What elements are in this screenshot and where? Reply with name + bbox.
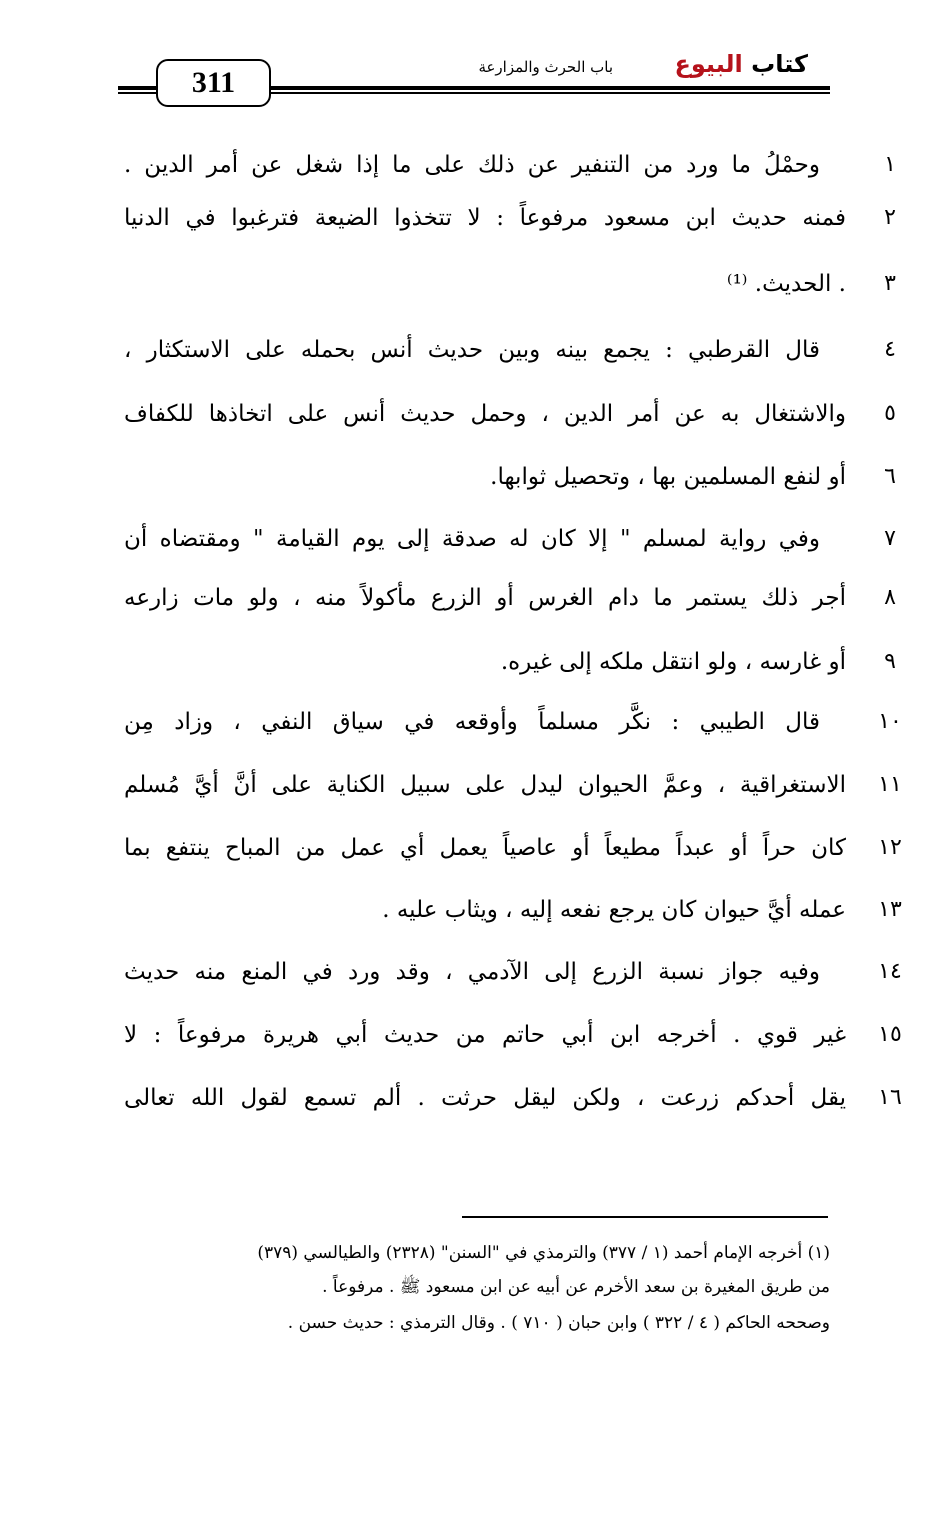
- page-number: 311: [191, 66, 236, 99]
- line-text: وحمْلُ ما ورد من التنفير عن ذلك على ما إذا شغل عن أمر الدين .: [124, 152, 820, 178]
- line-text: . الحديث. ⁽¹⁾: [726, 271, 846, 297]
- line-text: كان حراً أو عبداً مطيعاً أو عاصياً يعمل أي عمل من المباح ينتفع بما: [124, 835, 846, 861]
- line-number: ٦: [884, 464, 896, 489]
- text-line: [100, 262, 912, 312]
- line-text: قال الطيبي : نكَّر مسلماً وأوقعه في سياق النفي ، وزاد مِن: [124, 709, 820, 735]
- line-text: أجر ذلك يستمر ما دام الغرس أو الزرع مأكولاً منه ، ولو مات زارعه: [124, 585, 846, 611]
- text-line: [100, 517, 912, 567]
- line-number: ١١: [878, 772, 902, 797]
- line-number: ١: [884, 152, 896, 177]
- line-number: ٩: [884, 649, 896, 674]
- chapter-title: باب الحرث والمزارعة: [478, 58, 613, 76]
- text-line: [100, 1076, 912, 1126]
- line-text: أو لنفع المسلمين بها ، وتحصيل ثوابها.: [490, 464, 846, 490]
- text-line: [100, 826, 912, 876]
- footnote-line: وصححه الحاكم ( ٤ / ٣٢٢ ) وابن حبان ( ٧١٠ ) . وقال الترمذي : حديث حسن .: [287, 1313, 830, 1333]
- text-line: [100, 763, 912, 813]
- page-header: [0, 0, 945, 110]
- text-line: [100, 1013, 912, 1063]
- text-line: [100, 196, 912, 246]
- footnote-line: من طريق المغيرة بن سعد الأخرم عن أبيه عن ابن مسعود ﷺ . مرفوعاً .: [322, 1277, 830, 1297]
- line-text: وفيه جواز نسبة الزرع إلى الآدمي ، وقد ورد في المنع منه حديث: [124, 959, 820, 985]
- text-line: [100, 143, 912, 193]
- footnote-separator: [462, 1216, 828, 1218]
- book-title-prefix: كتاب: [751, 50, 808, 78]
- text-line: [100, 888, 912, 938]
- line-number: ٢: [884, 205, 896, 230]
- line-number: ١٠: [878, 709, 902, 734]
- line-text: عمله أيَّ حيوان كان يرجع نفعه إليه ، ويثاب عليه .: [382, 897, 846, 923]
- line-number: ١٤: [878, 959, 902, 984]
- line-number: ١٣: [878, 897, 902, 922]
- line-text: غير قوي . أخرجه ابن أبي حاتم من حديث أبي هريرة مرفوعاً : لا: [124, 1022, 846, 1048]
- text-line: [100, 455, 912, 505]
- page-number-box: [156, 59, 271, 107]
- line-number: ١٢: [878, 835, 902, 860]
- line-number: ٨: [884, 585, 896, 610]
- line-text: فمنه حديث ابن مسعود مرفوعاً : لا تتخذوا الضيعة فترغبوا في الدنيا: [124, 205, 846, 231]
- line-text: وفي رواية لمسلم " إلا كان له صدقة إلى يوم القيامة " ومقتضاه أن: [124, 526, 820, 552]
- footnote-line: (١) أخرجه الإمام أحمد (١ / ٣٧٧) والترمذي في "السنن" (٢٣٢٨) والطيالسي (٣٧٩): [257, 1243, 830, 1263]
- line-number: ٧: [884, 526, 896, 551]
- line-number: ١٥: [878, 1022, 902, 1047]
- line-text: أو غارسه ، ولو انتقل ملكه إلى غيره.: [500, 649, 846, 675]
- text-line: [100, 392, 912, 442]
- line-text: الاستغراقية ، وعمَّ الحيوان ليدل على سبيل الكناية على أنَّ أيَّ مُسلم: [124, 772, 846, 798]
- text-line: [100, 640, 912, 690]
- line-number: ٣: [884, 271, 896, 296]
- line-text: قال القرطبي : يجمع بينه وبين حديث أنس بحمله على الاستكثار ،: [124, 337, 820, 363]
- book-title: [674, 50, 808, 78]
- line-number: ٤: [884, 337, 896, 362]
- line-number: ٥: [884, 401, 896, 426]
- book-title-accent: البيوع: [674, 50, 743, 78]
- text-line: [100, 950, 912, 1000]
- text-line: [100, 328, 912, 378]
- line-text: والاشتغال به عن أمر الدين ، وحمل حديث أنس على اتخاذها للكفاف: [124, 401, 846, 427]
- text-line: [100, 700, 912, 750]
- text-line: [100, 576, 912, 626]
- line-number: ١٦: [878, 1085, 902, 1110]
- line-text: يقل أحدكم زرعت ، ولكن ليقل حرثت . ألم تسمع لقول الله تعالى: [124, 1085, 846, 1111]
